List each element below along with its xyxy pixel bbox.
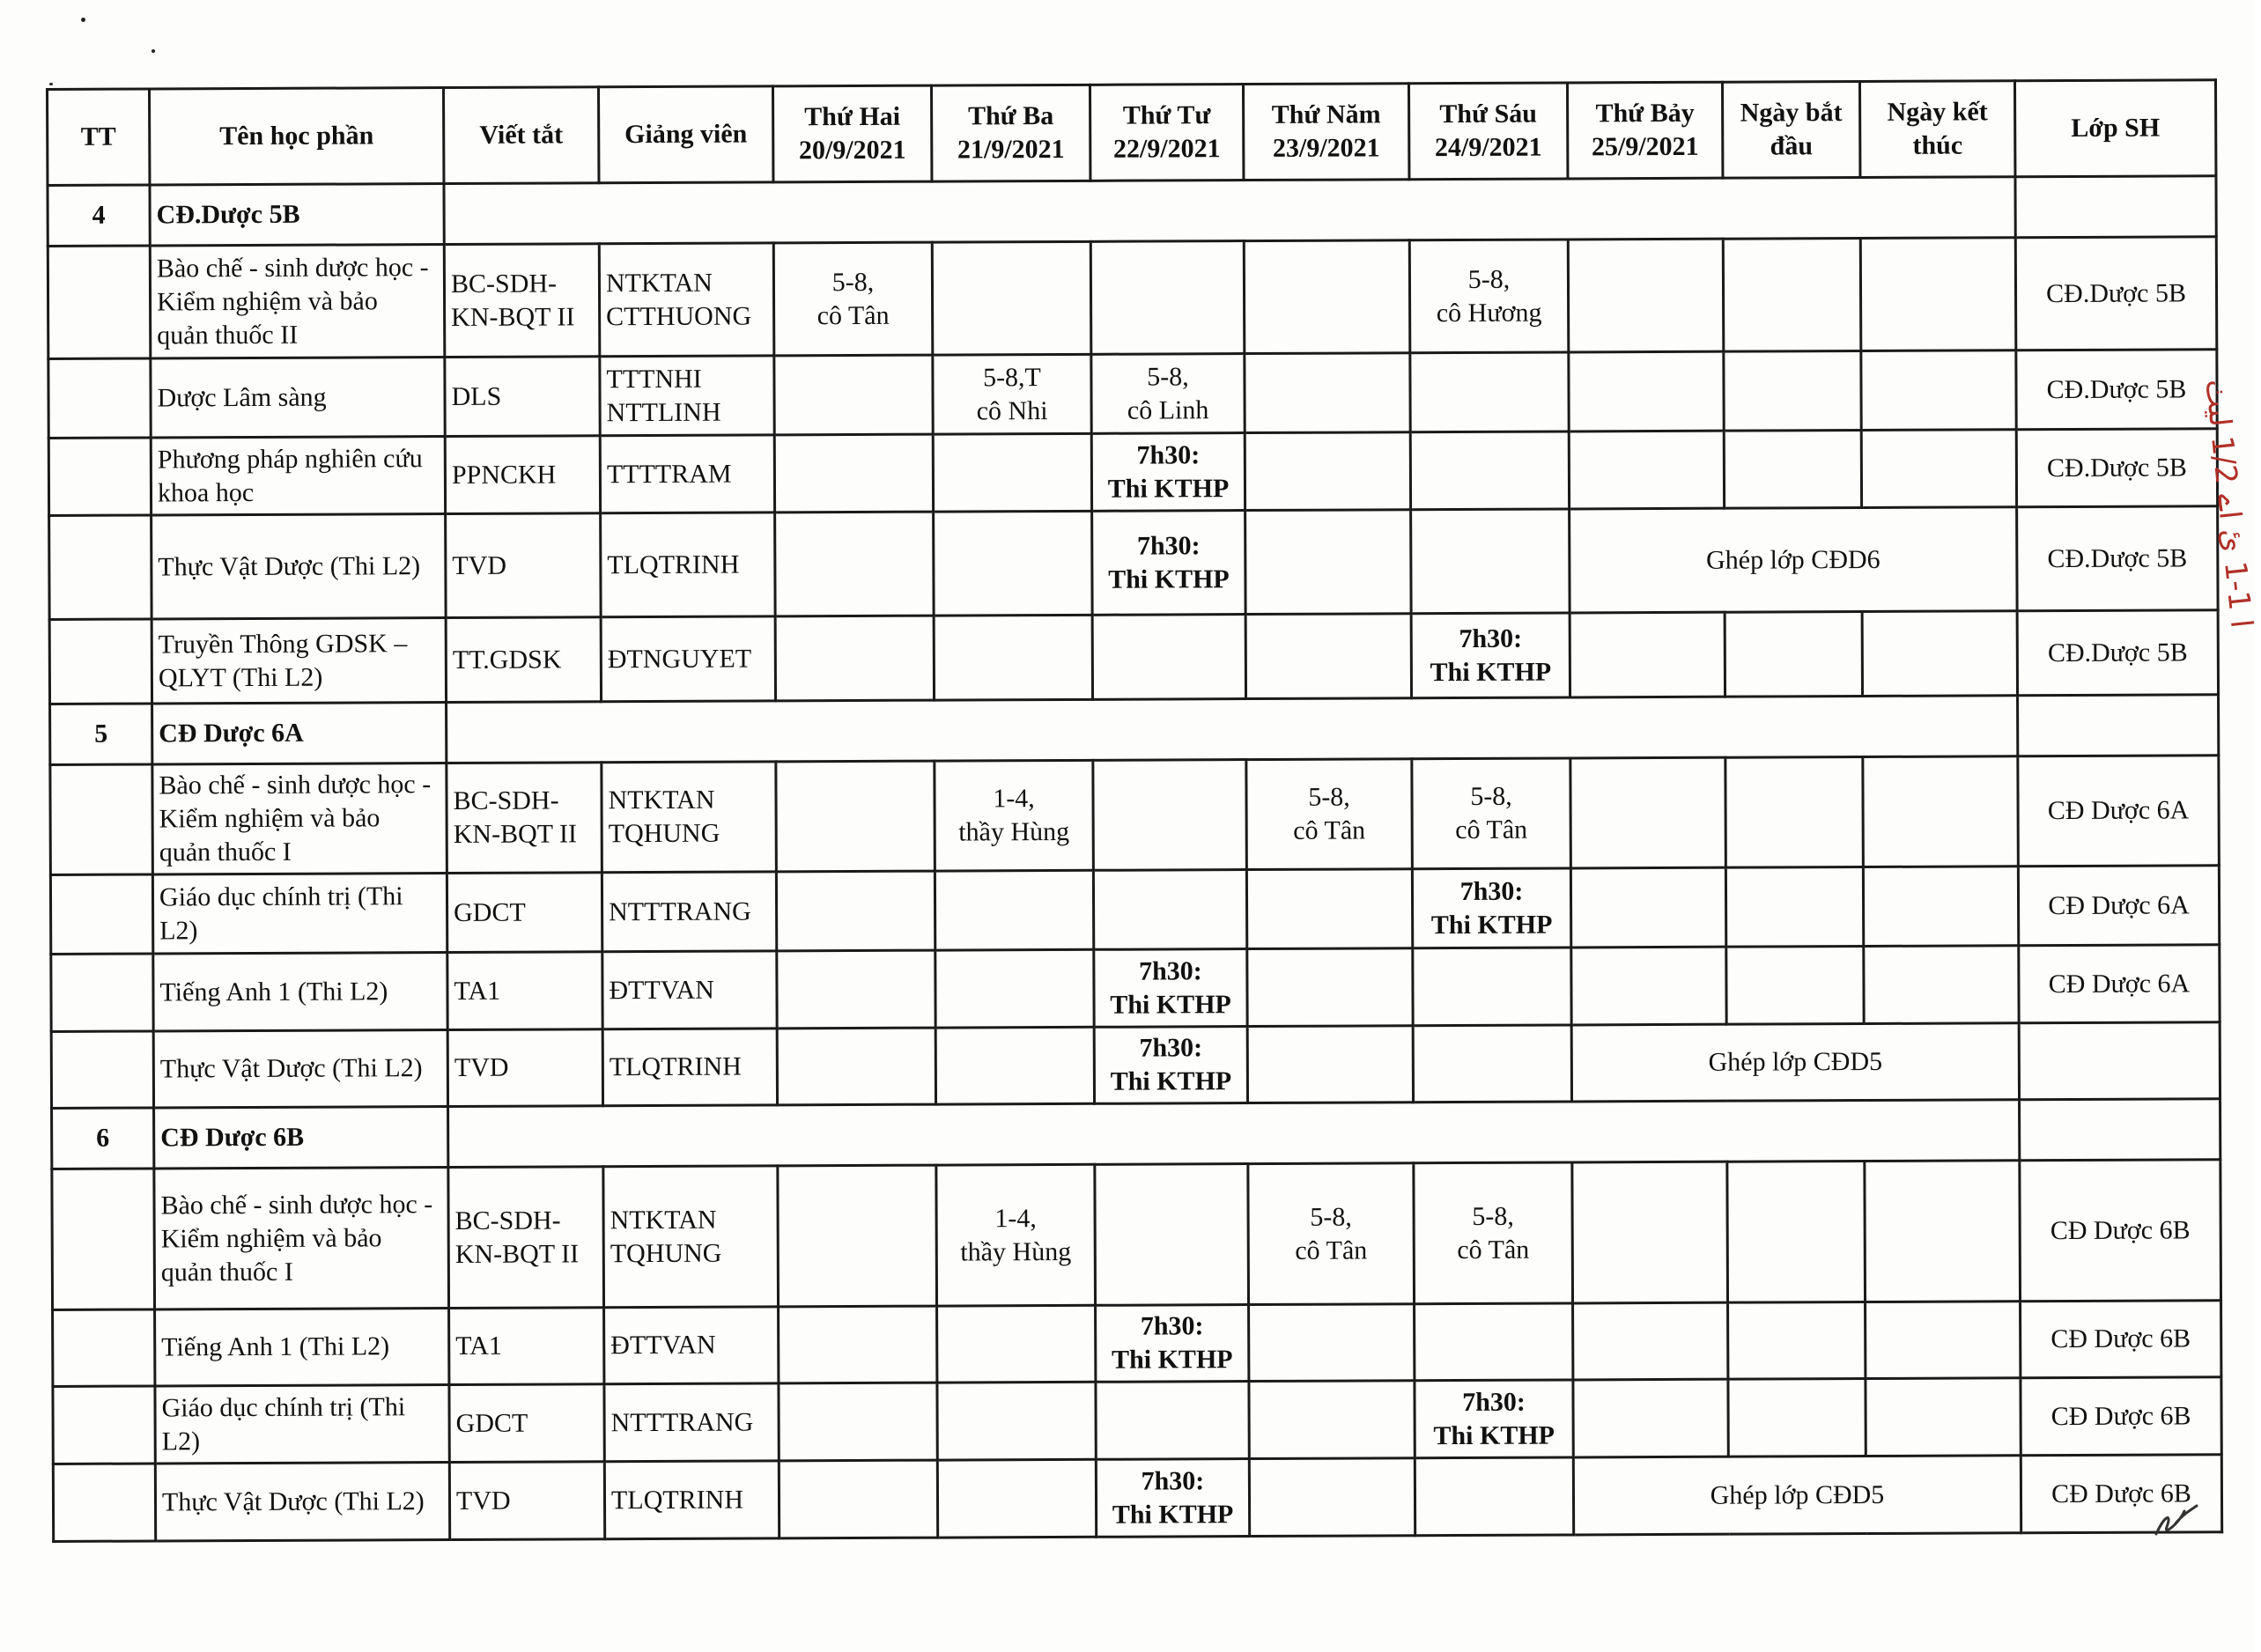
tt-cell xyxy=(48,358,151,439)
tt-cell xyxy=(50,874,152,955)
start-date-cell xyxy=(1724,431,1861,509)
section-number: 5 xyxy=(50,704,152,765)
day-cell-thu xyxy=(1245,432,1410,511)
day-cell-fri: 5-8, cô Tân xyxy=(1414,1162,1573,1304)
day-cell-mon xyxy=(776,761,935,872)
day-cell-fri xyxy=(1415,1303,1573,1381)
day-cell-thu xyxy=(1249,1381,1415,1459)
section-row xyxy=(48,176,2216,247)
day-cell-mon xyxy=(776,871,935,951)
lecturer-codes: TTTNHI NTTLINH xyxy=(600,356,774,436)
day-cell-fri: 5-8, cô Hương xyxy=(1409,240,1569,353)
home-class-cell xyxy=(2019,1022,2220,1100)
subject-abbreviation: GDCT xyxy=(447,873,602,953)
table-row xyxy=(53,1301,2221,1387)
day-cell-thu xyxy=(1245,614,1411,699)
end-date-cell xyxy=(1861,350,2016,431)
day-cell-thu: 5-8, cô Tân xyxy=(1248,1163,1415,1305)
day-cell-thu: 5-8, cô Tân xyxy=(1246,759,1413,870)
day-cell-fri xyxy=(1413,1025,1571,1103)
table-row xyxy=(53,1377,2221,1464)
day-cell-fri: 7h30: Thi KTHP xyxy=(1412,868,1570,948)
scan-speck xyxy=(49,83,53,85)
day-cell-fri xyxy=(1411,509,1570,614)
table-body xyxy=(48,176,2222,1542)
subject-abbreviation: DLS xyxy=(445,357,600,437)
subject-abbreviation: TVD xyxy=(446,513,602,618)
day-cell-wed: 7h30: Thi KTHP xyxy=(1094,1027,1247,1104)
table-row xyxy=(52,1160,2221,1310)
column-header: Thứ Bảy 25/9/2021 xyxy=(1567,82,1722,179)
merged-class-note: Ghép lớp CĐD6 xyxy=(1570,507,2018,613)
subject-abbreviation: PPNCKH xyxy=(445,436,600,514)
day-cell-tue xyxy=(937,1459,1096,1538)
home-class-cell: CĐ Dược 6A xyxy=(2018,866,2219,946)
tt-cell xyxy=(53,1386,155,1464)
day-cell-sat xyxy=(1570,757,1726,868)
day-cell-tue xyxy=(935,1027,1094,1104)
section-filler xyxy=(448,1100,2020,1168)
column-header: Thứ Sáu 24/9/2021 xyxy=(1408,83,1567,180)
home-class-cell: CĐ.Dược 5B xyxy=(2016,350,2217,430)
day-cell-sat xyxy=(1573,1302,1728,1380)
day-cell-tue xyxy=(937,1382,1096,1460)
day-cell-sat xyxy=(1569,351,1724,431)
end-date-cell xyxy=(1862,611,2017,697)
day-cell-fri: 7h30: Thi KTHP xyxy=(1415,1380,1573,1458)
day-cell-tue: 1-4, thầy Hùng xyxy=(936,1164,1096,1306)
day-cell-fri xyxy=(1410,352,1569,432)
column-header: Viết tắt xyxy=(444,87,599,184)
end-date-cell xyxy=(1863,756,2019,867)
section-class-name: CĐ Dược 6A xyxy=(152,703,447,764)
day-cell-mon xyxy=(774,355,933,435)
start-date-cell xyxy=(1725,612,1862,697)
subject-name: Phương pháp nghiên cứu khoa học xyxy=(151,437,445,515)
subject-name: Tiếng Anh 1 (Thi L2) xyxy=(155,1309,449,1386)
day-cell-wed: 7h30: Thi KTHP xyxy=(1096,1459,1249,1538)
end-date-cell xyxy=(1866,1302,2021,1379)
day-cell-thu xyxy=(1247,1026,1413,1103)
home-class-cell: CĐ Dược 6A xyxy=(2019,945,2220,1023)
day-cell-thu xyxy=(1247,948,1413,1027)
lecturer-codes: NTKTAN TQHUNG xyxy=(603,1166,779,1308)
day-cell-thu xyxy=(1245,510,1412,615)
column-header: Thứ Năm 23/9/2021 xyxy=(1243,84,1408,181)
subject-abbreviation: TVD xyxy=(449,1462,604,1540)
day-cell-tue: 5-8,T cô Nhi xyxy=(933,354,1091,434)
day-cell-tue xyxy=(934,615,1092,700)
home-class-cell: CĐ.Dược 5B xyxy=(2015,237,2217,350)
day-cell-mon: 5-8, cô Tân xyxy=(773,242,933,356)
section-filler xyxy=(2020,1099,2220,1161)
subject-name: Giáo dục chính trị (Thi L2) xyxy=(152,874,447,954)
day-cell-mon xyxy=(779,1306,937,1383)
subject-name: Truyền Thông GDSK – QLYT (Thi L2) xyxy=(151,618,446,704)
merged-class-note: Ghép lớp CĐD5 xyxy=(1573,1456,2021,1535)
tt-cell xyxy=(48,438,151,516)
column-header: Thứ Hai 20/9/2021 xyxy=(772,85,931,182)
lecturer-codes: ĐTTVAN xyxy=(604,1307,779,1384)
day-cell-thu xyxy=(1245,353,1410,433)
day-cell-sat xyxy=(1573,1379,1728,1457)
start-date-cell xyxy=(1728,1302,1866,1380)
subject-name: Bào chế - sinh dược học - Kiểm nghiệm và bảo quản thuốc II xyxy=(150,245,445,358)
day-cell-mon xyxy=(775,512,935,616)
table-row xyxy=(49,506,2218,620)
column-header: TT xyxy=(48,89,150,186)
subject-name: Dược Lâm sàng xyxy=(151,358,445,438)
day-cell-wed xyxy=(1093,760,1247,871)
day-cell-wed xyxy=(1093,870,1246,950)
end-date-cell xyxy=(1861,430,2016,508)
lecturer-codes: NTTTRANG xyxy=(604,1383,779,1462)
subject-name: Tiếng Anh 1 (Thi L2) xyxy=(153,953,447,1031)
day-cell-wed: 7h30: Thi KTHP xyxy=(1094,949,1247,1028)
subject-name: Thực Vật Dược (Thi L2) xyxy=(151,514,447,619)
day-cell-mon xyxy=(775,616,934,701)
home-class-cell: CĐ Dược 6B xyxy=(2021,1377,2221,1456)
home-class-cell: CĐ Dược 6B xyxy=(2021,1455,2221,1533)
day-cell-wed: 7h30: Thi KTHP xyxy=(1092,511,1246,616)
home-class-cell: CĐ.Dược 5B xyxy=(2016,429,2217,507)
day-cell-tue: 1-4, thầy Hùng xyxy=(935,760,1094,871)
day-cell-thu xyxy=(1249,1304,1415,1382)
day-cell-wed: 7h30: Thi KTHP xyxy=(1091,433,1245,512)
day-cell-sat xyxy=(1572,1162,1728,1303)
day-cell-fri xyxy=(1410,431,1569,510)
section-filler xyxy=(447,696,2018,763)
day-cell-fri xyxy=(1415,1457,1573,1536)
section-number: 4 xyxy=(48,185,150,247)
home-class-cell: CĐ Dược 6B xyxy=(2020,1160,2221,1302)
day-cell-wed xyxy=(1092,615,1245,700)
day-cell-fri: 5-8, cô Tân xyxy=(1412,758,1571,869)
day-cell-mon xyxy=(779,1460,937,1538)
column-header: Lớp SH xyxy=(2014,80,2215,177)
table-row xyxy=(51,1022,2220,1109)
lecturer-codes: NTTTRANG xyxy=(602,872,776,952)
day-cell-tue xyxy=(937,1305,1096,1383)
day-cell-sat xyxy=(1568,239,1724,352)
home-class-cell: CĐ.Dược 5B xyxy=(2017,506,2219,611)
lecturer-codes: TTTTRAM xyxy=(600,435,774,513)
tt-cell xyxy=(48,246,151,359)
column-header: Tên học phần xyxy=(150,88,444,185)
header-row xyxy=(48,80,2216,186)
lecturer-codes: ĐTTVAN xyxy=(602,951,777,1029)
home-class-cell: CĐ Dược 6A xyxy=(2018,756,2220,867)
start-date-cell xyxy=(1728,1378,1866,1457)
day-cell-mon xyxy=(777,1028,935,1105)
start-date-cell xyxy=(1727,1162,1866,1303)
column-header: Giảng viên xyxy=(599,86,773,183)
day-cell-mon xyxy=(777,950,935,1029)
table-row xyxy=(50,756,2220,875)
day-cell-fri: 7h30: Thi KTHP xyxy=(1411,613,1570,698)
subject-abbreviation: BC-SDH- KN-BQT II xyxy=(448,1167,604,1309)
end-date-cell xyxy=(1863,867,2018,947)
lecturer-codes: NTKTAN TQHUNG xyxy=(602,762,777,873)
table-row xyxy=(48,429,2217,516)
tt-cell xyxy=(53,1309,155,1387)
merged-class-note: Ghép lớp CĐD5 xyxy=(1571,1023,2019,1102)
start-date-cell xyxy=(1725,867,1863,948)
day-cell-wed xyxy=(1096,1382,1249,1460)
end-date-cell xyxy=(1865,1161,2021,1302)
table-row xyxy=(50,866,2219,955)
day-cell-thu xyxy=(1246,869,1412,949)
column-header: Ngày kết thúc xyxy=(1859,81,2014,178)
table-row xyxy=(49,610,2218,704)
day-cell-mon xyxy=(778,1165,937,1307)
end-date-cell xyxy=(1866,1378,2021,1457)
lecturer-codes: TLQTRINH xyxy=(604,1461,779,1539)
table-row xyxy=(48,350,2217,439)
day-cell-wed xyxy=(1090,241,1245,355)
start-date-cell xyxy=(1725,757,1864,868)
home-class-cell: CĐ Dược 6B xyxy=(2021,1301,2221,1378)
subject-name: Bào chế - sinh dược học - Kiểm nghiệm và bảo quản thuốc I xyxy=(154,1168,449,1309)
schedule-table xyxy=(46,78,2223,1543)
table-row xyxy=(51,945,2220,1032)
start-date-cell xyxy=(1723,239,1861,352)
section-filler xyxy=(444,177,2015,245)
lecturer-codes: ĐTNGUYET xyxy=(601,616,775,702)
subject-abbreviation: TA1 xyxy=(449,1308,604,1385)
signature-mark xyxy=(2149,1488,2202,1541)
tt-cell xyxy=(49,619,151,704)
day-cell-fri xyxy=(1413,948,1571,1026)
column-header: Thứ Ba 21/9/2021 xyxy=(931,85,1090,181)
day-cell-mon xyxy=(779,1383,937,1461)
day-cell-thu xyxy=(1244,240,1410,354)
tt-cell xyxy=(50,764,153,875)
section-number: 6 xyxy=(52,1108,154,1169)
section-row xyxy=(52,1099,2220,1169)
home-class-cell: CĐ.Dược 5B xyxy=(2017,610,2218,696)
subject-abbreviation: TA1 xyxy=(447,952,602,1030)
day-cell-tue xyxy=(934,511,1093,616)
day-cell-wed: 7h30: Thi KTHP xyxy=(1096,1305,1249,1383)
subject-abbreviation: GDCT xyxy=(449,1384,604,1463)
handwritten-margin-note: ا 1-1 ئ اے 1/2 ليٺ xyxy=(2198,377,2259,631)
day-cell-mon xyxy=(774,434,933,513)
lecturer-codes: TLQTRINH xyxy=(602,1029,777,1106)
subject-name: Bào chế - sinh dược học - Kiểm nghiệm và bảo quản thuốc I xyxy=(152,763,447,874)
lecturer-codes: NTKTAN CTTHUONG xyxy=(599,243,774,357)
tt-cell xyxy=(51,1031,153,1109)
start-date-cell xyxy=(1726,947,1864,1025)
tt-cell xyxy=(52,1169,155,1310)
column-header: Ngày bắt đầu xyxy=(1722,82,1859,179)
subject-abbreviation: TVD xyxy=(447,1029,602,1107)
scan-speck xyxy=(81,18,85,22)
subject-name: Thực Vật Dược (Thi L2) xyxy=(155,1463,449,1541)
day-cell-wed: 5-8, cô Linh xyxy=(1091,354,1245,434)
end-date-cell xyxy=(1864,946,2019,1024)
day-cell-tue xyxy=(935,870,1093,950)
tt-cell xyxy=(49,515,152,620)
subject-abbreviation: TT.GDSK xyxy=(446,617,601,703)
table-row xyxy=(48,237,2217,359)
day-cell-sat xyxy=(1571,947,1726,1025)
column-header: Thứ Tư 22/9/2021 xyxy=(1090,85,1243,181)
day-cell-sat xyxy=(1570,612,1725,697)
table-row xyxy=(53,1455,2221,1542)
section-filler xyxy=(2018,695,2219,756)
day-cell-wed xyxy=(1095,1164,1249,1306)
day-cell-sat xyxy=(1569,431,1724,509)
day-cell-sat xyxy=(1570,867,1725,948)
subject-abbreviation: BC-SDH- KN-BQT II xyxy=(444,244,600,358)
section-class-name: CĐ.Dược 5B xyxy=(150,184,444,246)
day-cell-tue xyxy=(933,433,1091,512)
day-cell-tue xyxy=(935,949,1094,1028)
tt-cell xyxy=(51,954,153,1032)
subject-name: Giáo dục chính trị (Thi L2) xyxy=(155,1385,449,1464)
end-date-cell xyxy=(1860,238,2016,351)
subject-name: Thực Vật Dược (Thi L2) xyxy=(153,1030,447,1108)
day-cell-tue xyxy=(932,241,1091,355)
subject-abbreviation: BC-SDH- KN-BQT II xyxy=(447,763,602,874)
tt-cell xyxy=(53,1464,155,1542)
section-filler xyxy=(2015,176,2216,238)
section-class-name: CĐ Dược 6B xyxy=(154,1107,448,1169)
day-cell-thu xyxy=(1249,1458,1415,1537)
start-date-cell xyxy=(1724,351,1861,431)
scan-speck xyxy=(151,49,155,53)
section-row xyxy=(50,695,2219,765)
lecturer-codes: TLQTRINH xyxy=(601,513,776,617)
